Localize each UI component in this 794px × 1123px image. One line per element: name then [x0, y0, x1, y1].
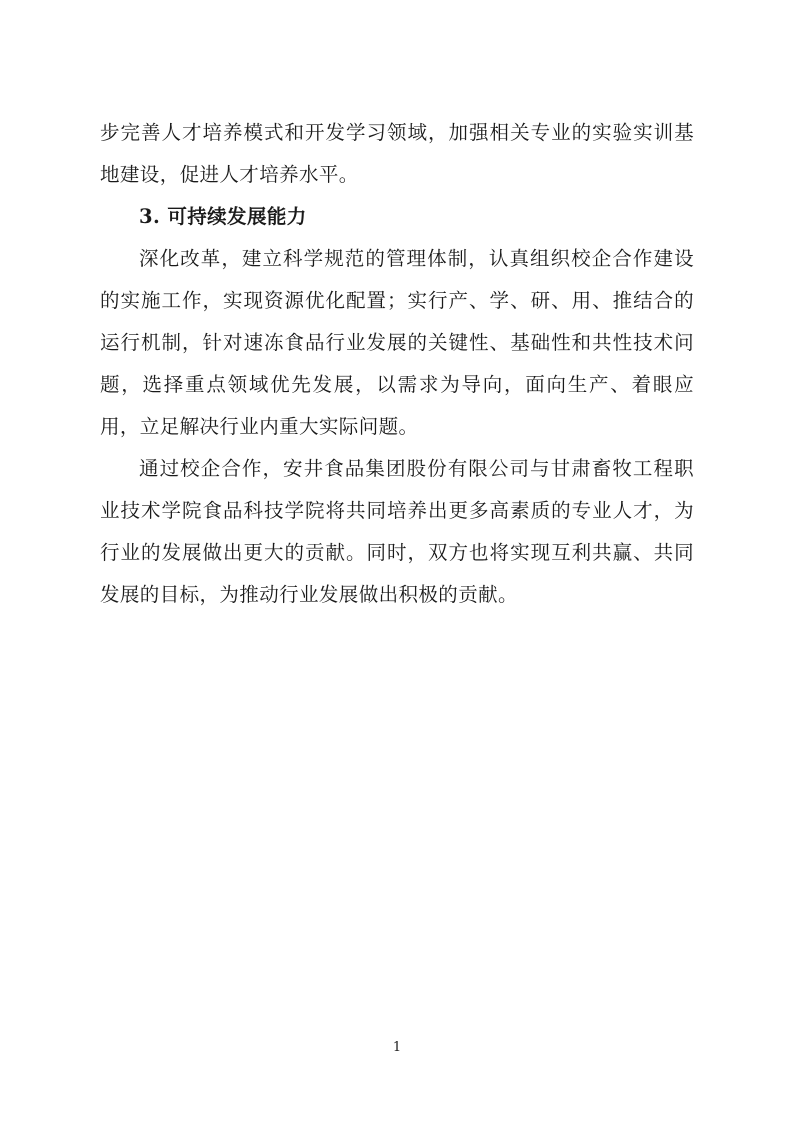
section-heading: 3. 可持续发展能力	[139, 205, 307, 228]
paragraph: 步完善人才培养模式和开发学习领域，加强相关专业的实验实训基地建设，促进人才培养水平。	[100, 121, 694, 186]
paragraph: 深化改革，建立科学规范的管理体制，认真组织校企合作建设的实施工作，实现资源优化配置；实行产、学、研、用、推结合的运行机制，针对速冻食品行业发展的关键性、基础性和共性技术问题，选择重点领域优先发展，以需求为导向，面向生产、着眼应用，立足解决行业内重大实际问题。	[100, 247, 694, 438]
page-number: 1	[392, 1040, 402, 1055]
paragraph: 通过校企合作，安井食品集团股份有限公司与甘肃畜牧工程职业技术学院食品科技学院将共同培养出更多高素质的专业人才，为行业的发展做出更大的贡献。同时，双方也将实现互利共赢、共同发展的目标，为推动行业发展做出积极的贡献。	[100, 457, 694, 606]
document-body	[100, 112, 694, 616]
